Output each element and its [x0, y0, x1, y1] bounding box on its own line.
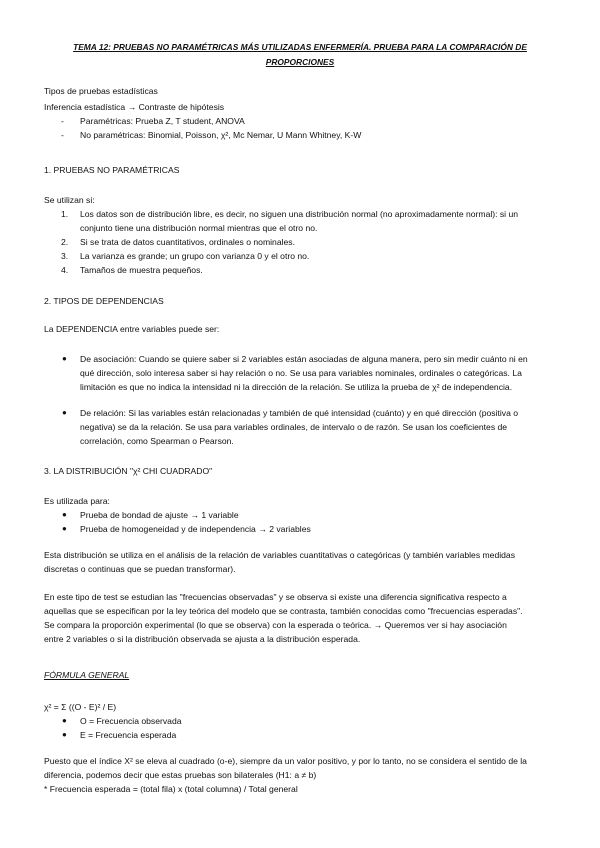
inference-line: Inferencia estadística → Contraste de hipótesis	[44, 102, 225, 112]
bullet-item-relation	[44, 406, 560, 448]
paragraph-line: En este tipo de test se estudian las "frecuencias observadas" y se observa si existe una diferencia significativa respecto a	[44, 592, 507, 602]
item-text-cont: conjunto tiene una distribución normal mientras que el otro no.	[80, 223, 318, 233]
use-text: Prueba de homogeneidad y de independencia → 2 variables	[80, 524, 311, 534]
use-item	[44, 508, 560, 522]
def-text: E = Frecuencia esperada	[80, 730, 177, 740]
dash-item	[44, 114, 560, 128]
dash-item	[44, 128, 560, 142]
formula-def	[44, 728, 560, 742]
section-1-lead: Se utilizan si:	[44, 195, 95, 205]
numbered-item	[44, 235, 560, 249]
dash-item-text: Paramétricas: Prueba Z, T student, ANOVA	[80, 116, 245, 126]
def-text: O = Frecuencia observada	[80, 716, 182, 726]
bullet-line: qué dirección, solo interesa saber si hay relación o no. Se usa para variables nominales, ordinales o categóricas. La	[80, 368, 522, 378]
paragraph-line: Se compara la proporción experimental (lo que se observa) con la esperada o teórica. → Queremos ver si hay asociación	[44, 620, 507, 630]
bullet-item-association	[44, 352, 560, 394]
bullet-line: correlación, como Spearman o Pearson.	[80, 436, 234, 446]
dash-item-text: No paramétricas: Binomial, Poisson, χ², Mc Nemar, U Mann Whitney, K-W	[80, 130, 362, 140]
numbered-item	[44, 249, 560, 263]
formula-section	[44, 668, 560, 796]
paragraph-1	[44, 548, 560, 576]
document-title	[60, 40, 540, 70]
section-3-heading: 3. LA DISTRIBUCIÓN "χ² CHI CUADRADO"	[44, 466, 213, 476]
paragraph-2	[44, 590, 560, 646]
section-1	[44, 163, 560, 277]
numbered-item	[44, 263, 560, 277]
paragraph-line: * Frecuencia esperada = (total fila) x (total columna) / Total general	[44, 784, 298, 794]
dash-marker: -	[61, 130, 64, 140]
bullet-marker: ●	[62, 408, 67, 417]
item-number: 4.	[61, 265, 69, 275]
dash-marker: -	[61, 116, 64, 126]
use-item	[44, 522, 560, 536]
section-1-heading: 1. PRUEBAS NO PARAMÉTRICAS	[44, 165, 180, 175]
closing-paragraph	[44, 754, 560, 796]
item-number: 3.	[61, 251, 69, 261]
section-2	[44, 294, 560, 448]
item-number: 2.	[61, 237, 69, 247]
bullet-marker: ●	[62, 524, 67, 533]
section-2-lead: La DEPENDENCIA entre variables puede ser:	[44, 324, 220, 334]
item-text: La varianza es grande; un grupo con varianza 0 y el otro no.	[80, 251, 310, 261]
item-text: Los datos son de distribución libre, es decir, no siguen una distribución normal (no aproximadamente normal): si un	[80, 209, 519, 219]
item-text: Tamaños de muestra pequeños.	[80, 265, 203, 275]
paragraph-line: Esta distribución se utiliza en el análisis de la relación de variables cuantitativas o categóricas (y también variables medidas	[44, 550, 515, 560]
section-3	[44, 464, 560, 646]
paragraph-line: discretas o continuas que se puedan transformar).	[44, 564, 236, 574]
paragraph-line: entre 2 variables o si la distribución observada se ajusta a la distribución esperada.	[44, 634, 361, 644]
use-text: Prueba de bondad de ajuste → 1 variable	[80, 510, 239, 520]
formula-expression: χ² = Σ ((O - E)² / E)	[44, 702, 117, 712]
bullet-marker: ●	[62, 510, 67, 519]
bullet-marker: ●	[62, 354, 67, 363]
intro-block	[44, 84, 560, 142]
bullet-line: negativa) se da la relación. Se usa para variables ordinales, de intervalo o de razón. Se usan los coeficientes de	[80, 422, 508, 432]
formula-def	[44, 714, 560, 728]
title-line-2: PROPORCIONES	[265, 57, 335, 67]
paragraph-line: aquellas que se especifican por la ley teórica del modelo que se contrasta, también conocidas como "frecuencias esperadas".	[44, 606, 523, 616]
item-text: Si se trata de datos cuantitativos, ordinales o nominales.	[80, 237, 295, 247]
bullet-marker: ●	[62, 716, 67, 725]
item-number: 1.	[61, 209, 69, 219]
bullet-line: limitación es que no indica la intensidad ni la dirección de la relación. Se utiliza la prueba de χ² de independencia.	[80, 382, 513, 392]
title-line-1: TEMA 12: PRUEBAS NO PARAMÉTRICAS MÁS UTILIZADAS ENFERMERÍA. PRUEBA PARA LA COMPARACIÓN DE	[73, 42, 527, 52]
bullet-line: De relación: Si las variables están relacionadas y también de qué intensidad (cuánto) y en qué dirección (positiva o	[80, 408, 519, 418]
paragraph-line: diferencia, podemos decir que estas pruebas son bilaterales (H1: a ≠ b)	[44, 770, 317, 780]
paragraph-line: Puesto que el índice X² se eleva al cuadrado (o-e), siempre da un valor positivo, y por lo tanto, no se considera el sentido de la	[44, 756, 527, 766]
section-3-lead: Es utilizada para:	[44, 496, 110, 506]
section-2-heading: 2. TIPOS DE DEPENDENCIAS	[44, 296, 164, 306]
intro-heading: Tipos de pruebas estadísticas	[44, 86, 158, 96]
bullet-marker: ●	[62, 730, 67, 739]
formula-heading: FÓRMULA GENERAL	[44, 670, 130, 680]
numbered-item	[44, 207, 560, 235]
bullet-line: De asociación: Cuando se quiere saber si 2 variables están asociadas de alguna manera, pero sin medir cuánto ni en	[80, 354, 528, 364]
